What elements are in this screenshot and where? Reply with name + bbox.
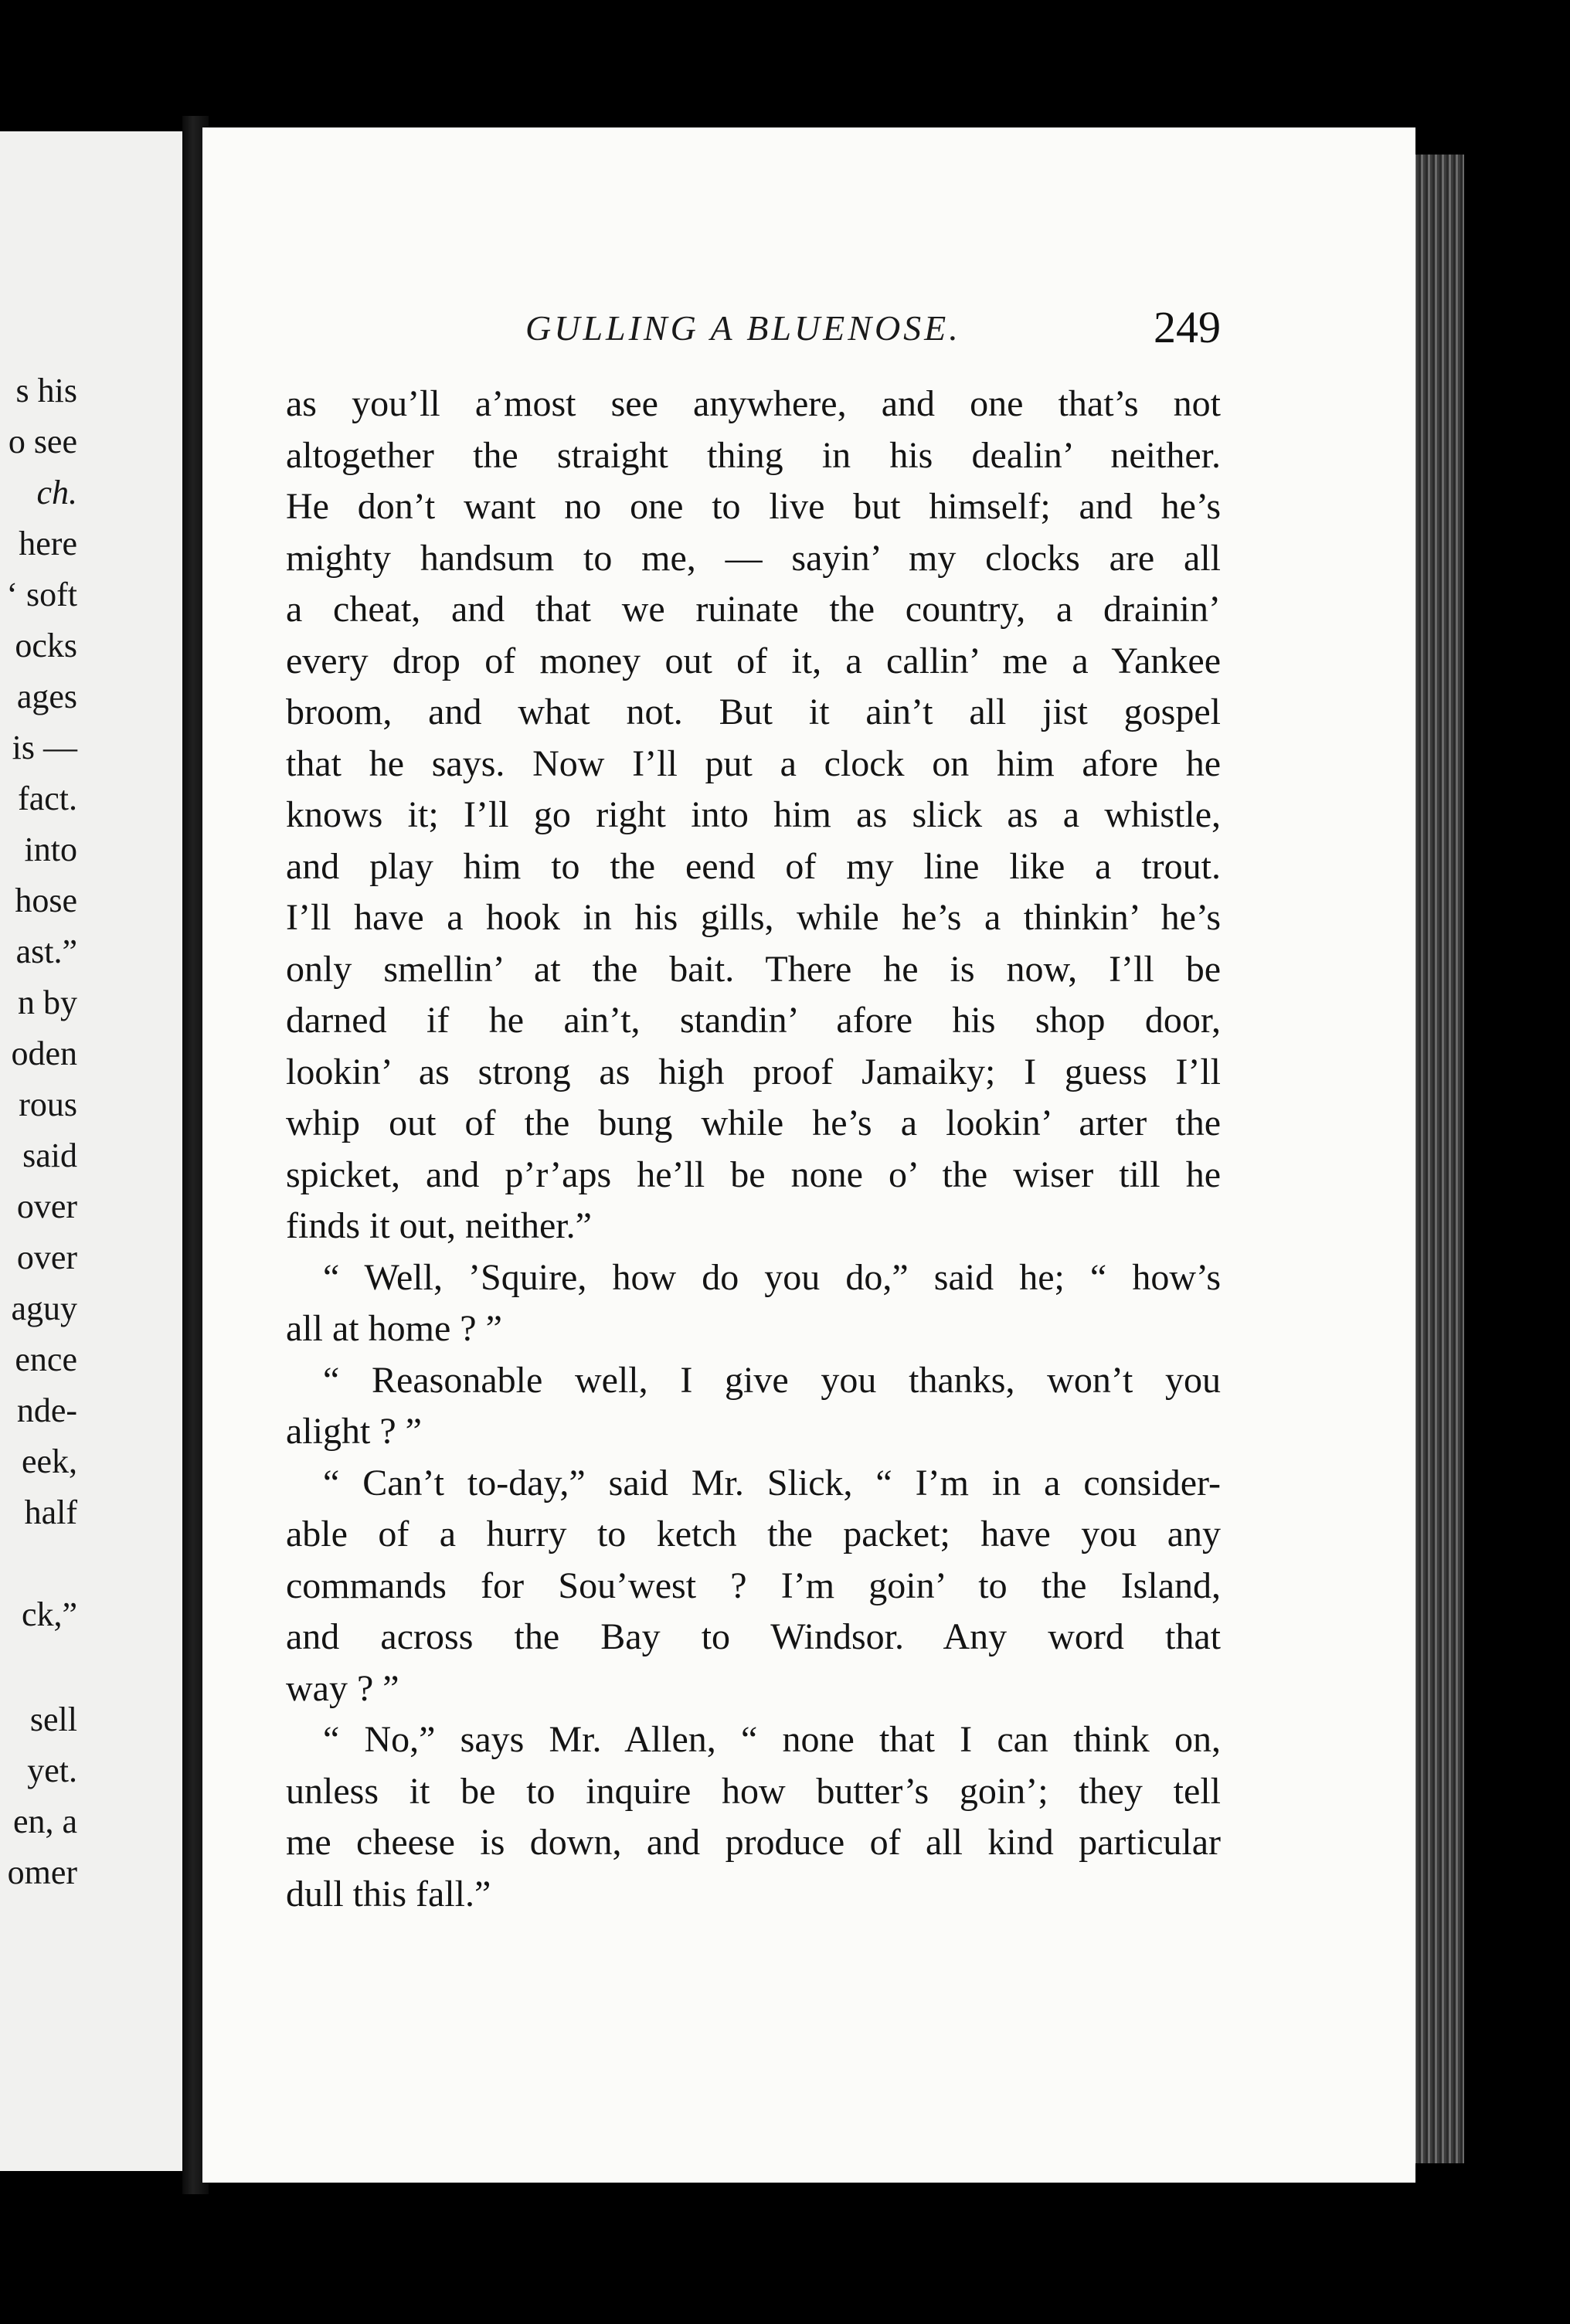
facing-page-fragment: is — [12, 729, 77, 766]
text-line: able of a hurry to ketch the packet; have you any [286, 1514, 1221, 1554]
text-line: “ No,” says Mr. Allen, “ none that I can think on, [323, 1719, 1221, 1760]
facing-page-fragment: ck,” [21, 1595, 77, 1633]
text-line: “ Reasonable well, I give you thanks, won’t you [323, 1359, 1221, 1401]
facing-page-fragment: hose [15, 882, 77, 919]
text-line: that he says. Now I’ll put a clock on him afore he [286, 742, 1221, 784]
facing-page-fragment: rous [19, 1086, 77, 1123]
text-line: me cheese is down, and produce of all kind particular [286, 1822, 1221, 1863]
text-line: all at home ? ” [286, 1308, 502, 1349]
text-line: a cheat, and that we ruinate the country, a drainin’ [286, 589, 1221, 630]
facing-page-fragment: aguy [11, 1289, 77, 1327]
text-line: every drop of money out of it, a callin’ me a Yankee [286, 640, 1221, 681]
text-line: and play him to the eend of my line like a trout. [286, 845, 1221, 887]
running-title: GULLING A BLUENOSE. [525, 308, 961, 348]
facing-page-fragment: eek, [21, 1442, 77, 1480]
text-line: and across the Bay to Windsor. Any word that [286, 1616, 1221, 1657]
text-line: He don’t want no one to live but himself; and he’s [286, 486, 1221, 527]
running-head [286, 302, 1221, 369]
facing-page-fragment: fact. [18, 780, 77, 817]
text-line: whip out of the bung while he’s a lookin’ arter the [286, 1103, 1221, 1143]
text-line: altogether the straight thing in his dealin’ neither. [286, 434, 1221, 476]
facing-page-fragment: ‘ soft [6, 576, 77, 613]
text-line: finds it out, neither.” [286, 1205, 592, 1246]
text-line: “ Can’t to-day,” said Mr. Slick, “ I’m in a consider- [323, 1462, 1221, 1503]
text-line: alight ? ” [286, 1411, 422, 1452]
text-line: darned if he ain’t, standin’ afore his shop door, [286, 1000, 1221, 1041]
facing-page-fragment: into [24, 831, 77, 868]
facing-page-fragment: en, a [12, 1802, 77, 1840]
text-line: broom, and what not. But it ain’t all jist gospel [286, 691, 1221, 732]
facing-page-fragment: over [16, 1187, 77, 1225]
text-line: unless it be to inquire how butter’s goin’; they tell [286, 1770, 1221, 1812]
facing-page-fragment: here [19, 525, 77, 562]
facing-page-fragment: nde- [16, 1391, 77, 1429]
text-line: dull this fall.” [286, 1873, 491, 1915]
facing-page-fragment: n by [18, 984, 77, 1021]
facing-page-fragment: ence [15, 1340, 77, 1378]
text-line: way ? ” [286, 1667, 399, 1709]
facing-page-fragment: half [24, 1493, 77, 1531]
facing-page-fragment: ages [16, 678, 77, 715]
text-line: “ Well, ’Squire, how do you do,” said he; “ how’s [323, 1256, 1221, 1298]
facing-page-fragment: ast.” [15, 933, 77, 970]
text-line: only smellin’ at the bait. There he is now, I’ll be [286, 948, 1221, 990]
facing-page-fragment: sell [29, 1701, 77, 1738]
facing-page-fragment: over [16, 1238, 77, 1276]
text-line: mighty handsum to me, — sayin’ my clocks are all [286, 537, 1221, 579]
facing-page-fragment: omer [7, 1853, 77, 1891]
facing-page [0, 131, 185, 2171]
text-line: commands for Sou’west ? I’m goin’ to the Island, [286, 1565, 1221, 1606]
facing-page-fragment: ch. [36, 474, 77, 511]
facing-page-fragment: oden [11, 1035, 77, 1072]
text-line: knows it; I’ll go right into him as slick as a whistle, [286, 794, 1221, 835]
body-text [286, 379, 1221, 1920]
text-line: I’ll have a hook in his gills, while he’s a thinkin’ he’s [286, 897, 1221, 938]
facing-page-fragment: yet. [27, 1751, 77, 1789]
facing-page-fragment: said [22, 1137, 77, 1174]
facing-page-fragment: s his [15, 372, 77, 409]
facing-page-fragment: ocks [15, 627, 77, 664]
facing-page-fragment: o see [8, 423, 77, 460]
text-line: as you’ll a’most see anywhere, and one that’s not [286, 383, 1221, 424]
text-line: spicket, and p’r’aps he’ll be none o’ the wiser till he [286, 1154, 1221, 1195]
text-line: lookin’ as strong as high proof Jamaiky; I guess I’ll [286, 1051, 1221, 1092]
page-number: 249 [1154, 302, 1221, 352]
